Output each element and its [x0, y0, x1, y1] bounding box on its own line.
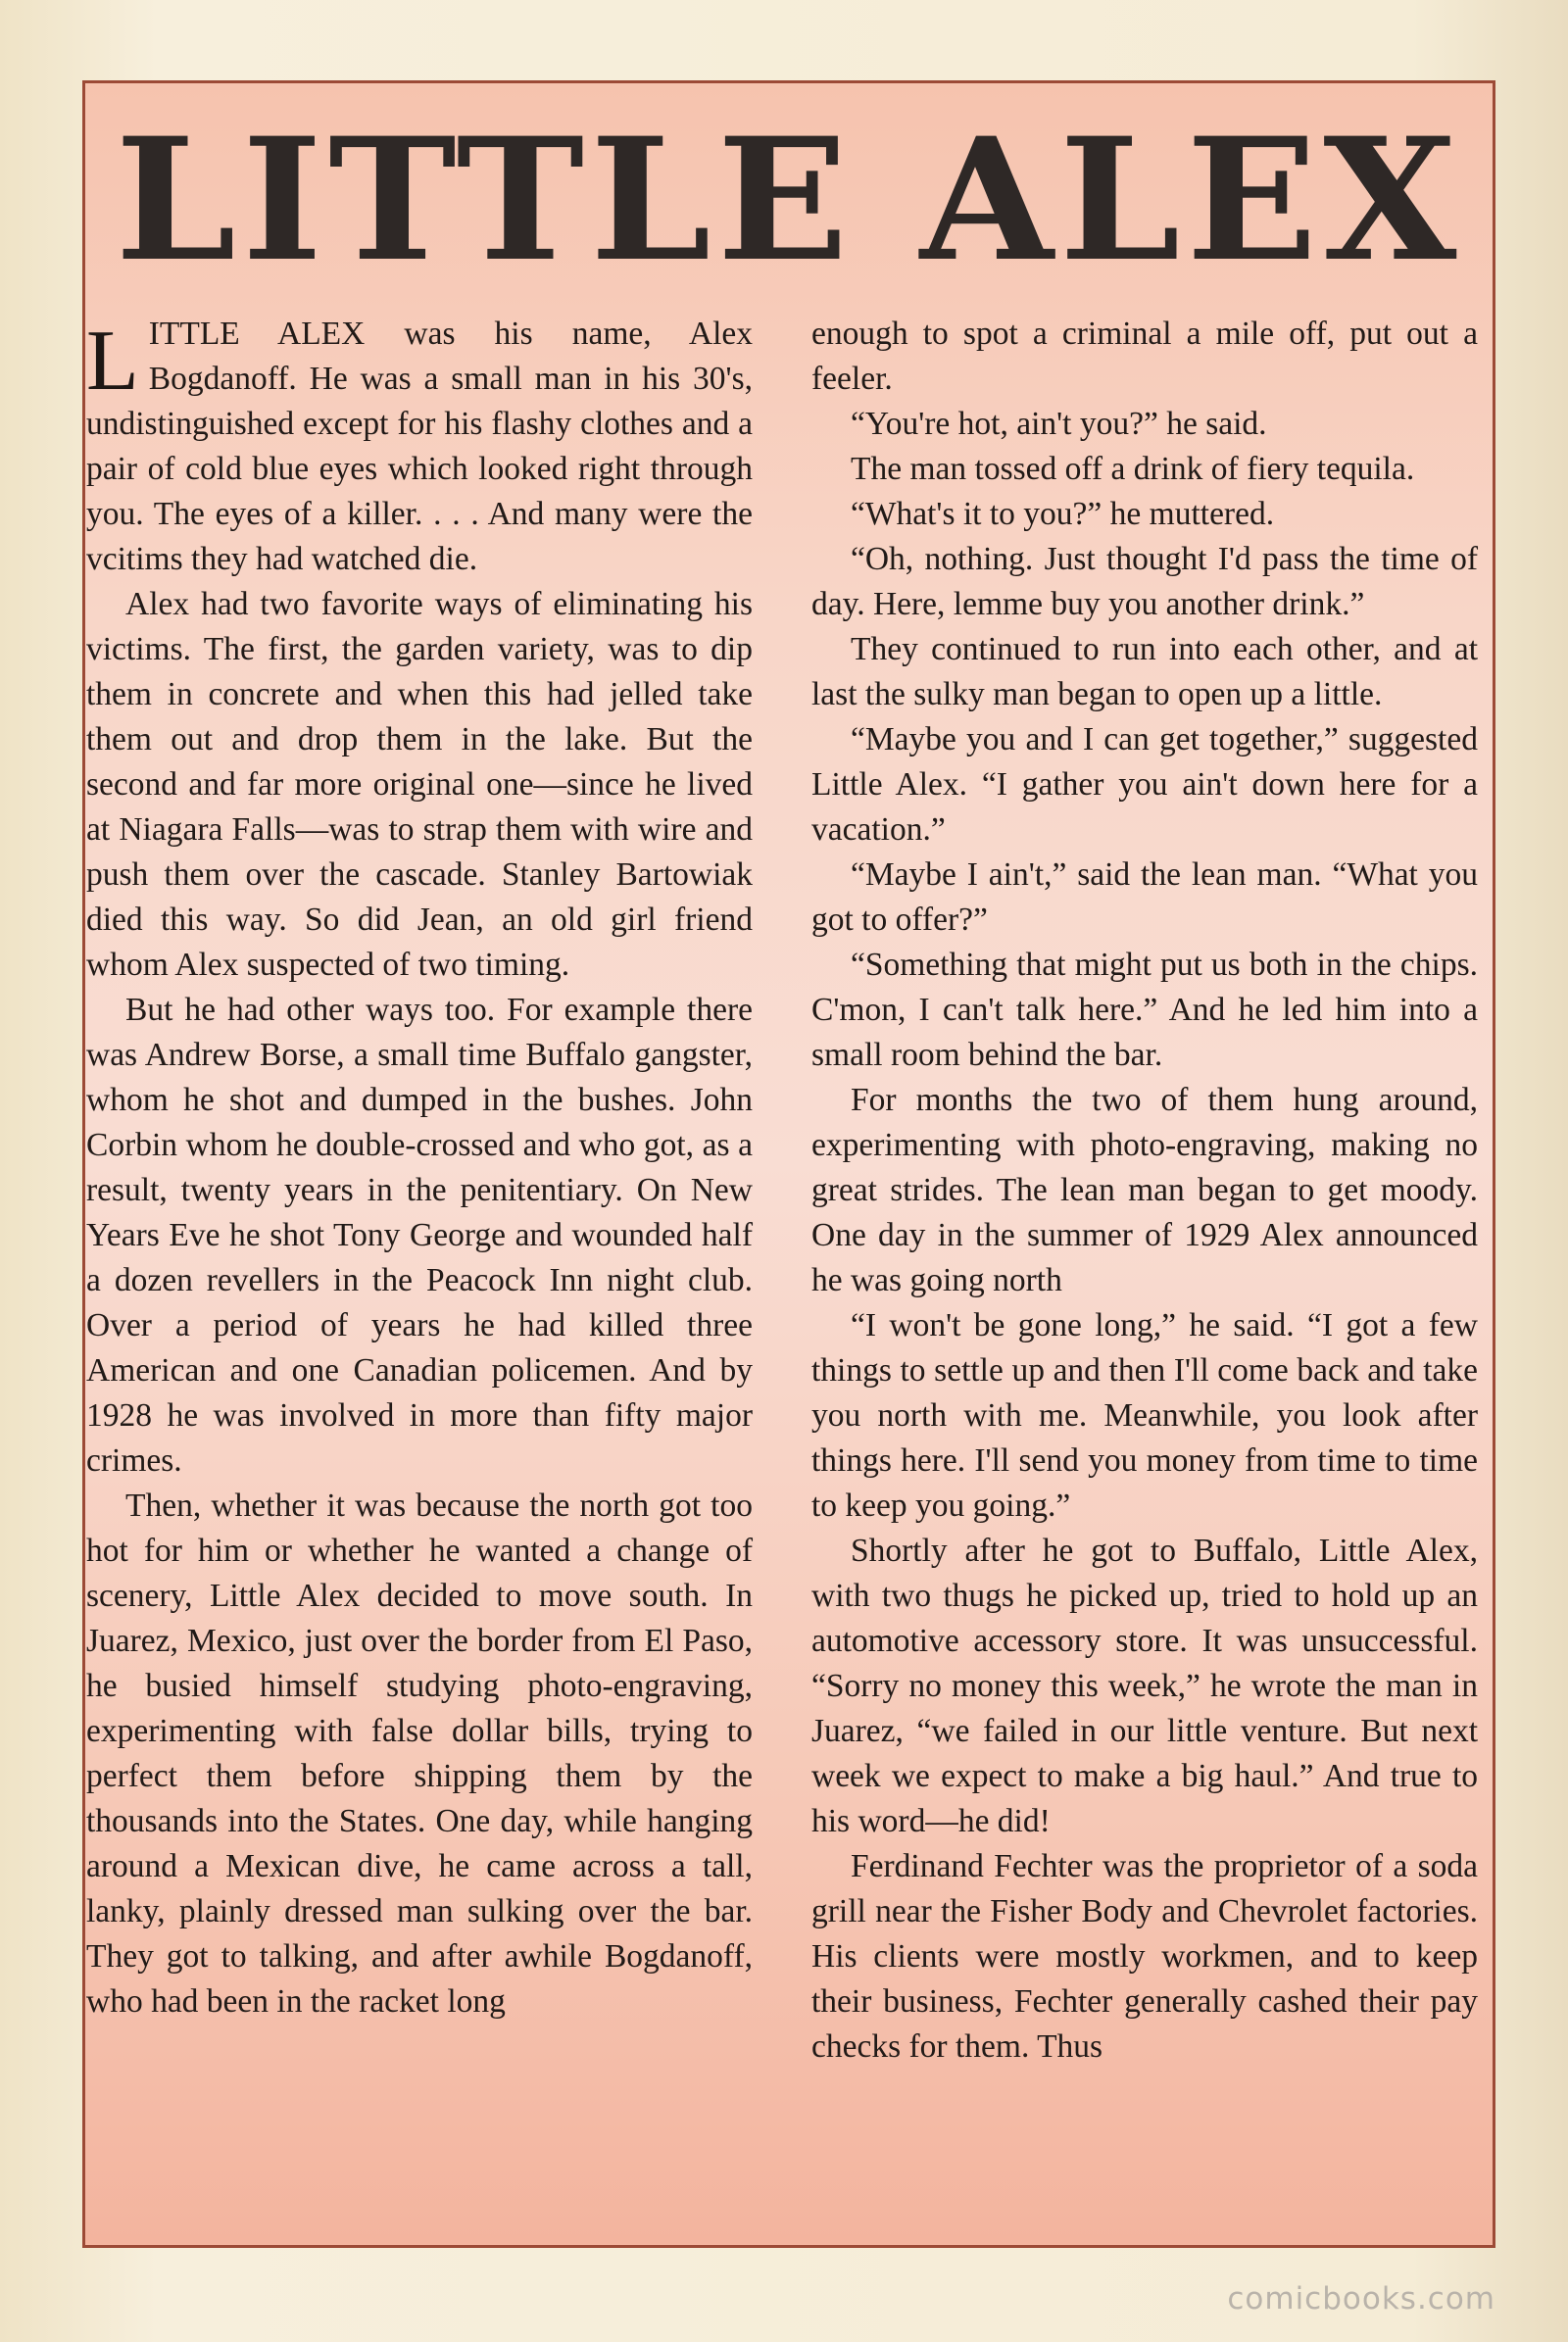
article-paragraph: enough to spot a criminal a mile off, put out a feeler. [811, 316, 1478, 397]
article-paragraph: “Something that might put us both in the chips. C'mon, I can't talk here.” And he led him into a small room behind the bar. [811, 947, 1478, 1073]
page-title: LITTLE ALEX [115, 100, 1463, 299]
article-paragraph: Alex had two favorite ways of eliminating his victims. The first, the garden variety, was to dip them in concrete and when this had jelled take them out and drop them in the lake. But the second and far more original one—since he lived at Niagara Falls—was to strap them with wire and push them over the cascade. Stanley Bartowiak died this way. So did Jean, an old girl friend whom Alex suspected of two timing. [86, 586, 753, 983]
article-paragraph: “What's it to you?” he muttered. [851, 496, 1275, 532]
article-paragraph: Then, whether it was because the north got too hot for him or whether he wanted a change of scenery, Little Alex decided to move south. In Juarez, Mexico, just over the border from El Paso, he busied himself studying photo-engraving, experimenting with false dollar bills, trying to perfect them before shipping them by the thousands into the States. One day, while hanging around a Mexican dive, he came across a tall, lanky, plainly dressed man sulking over the bar. They got to talking, and after awhile Bogdanoff, who had been in the racket long [86, 1488, 753, 2020]
article-paragraph [86, 312, 753, 582]
article-paragraph: For months the two of them hung around, experimenting with photo-engraving, making no great strides. The lean man began to get moody. One day in the summer of 1929 Alex announced he was going north [811, 1082, 1478, 1298]
article-paragraph: “Maybe you and I can get together,” suggested Little Alex. “I gather you ain't down here for a vacation.” [811, 721, 1478, 848]
drop-cap: L [86, 314, 139, 409]
text-column-right [811, 312, 1478, 2070]
article-paragraph: “Maybe I ain't,” said the lean man. “What you got to offer?” [811, 856, 1478, 938]
article-paragraph: “Oh, nothing. Just thought I'd pass the time of day. Here, lemme buy you another drink.” [811, 541, 1478, 622]
article-paragraph: The man tossed off a drink of fiery tequila. [851, 451, 1415, 487]
site-watermark: comicbooks.com [1227, 2281, 1495, 2317]
article-paragraph: “I won't be gone long,” he said. “I got a few things to settle up and then I'll come back and take you north with me. Meanwhile, you look after things here. I'll send you money from time to time to keep you going.” [811, 1307, 1478, 1524]
article-paragraph: “You're hot, ain't you?” he said. [851, 406, 1267, 442]
paragraph-text: ITTLE ALEX was his name, Alex Bogdanoff. He was a small man in his 30's, undistinguished except for his flashy clothes and a pair of cold blue eyes which looked right through you. The eyes of a killer. . . . And many were the vcitims they had watched die. [86, 316, 753, 577]
article-paragraph: They continued to run into each other, and at last the sulky man began to open up a little. [811, 631, 1478, 712]
article-paragraph: But he had other ways too. For example there was Andrew Borse, a small time Buffalo gangster, whom he shot and dumped in the bushes. John Corbin whom he double-crossed and who got, as a result, twenty years in the penitentiary. On New Years Eve he shot Tony George and wounded half a dozen revellers in the Peacock Inn night club. Over a period of years he had killed three American and one Canadian policemen. And by 1928 he was involved in more than fifty major crimes. [86, 992, 753, 1479]
article-paragraph: Shortly after he got to Buffalo, Little Alex, with two thugs he picked up, tried to hold up an automotive accessory store. It was unsuccessful. “Sorry no money this week,” he wrote the man in Juarez, “we failed in our little venture. But next week we expect to make a big haul.” And true to his word—he did! [811, 1533, 1478, 1839]
article-paragraph: Ferdinand Fechter was the proprietor of a soda grill near the Fisher Body and Chevrolet factories. His clients were mostly workmen, and to keep their business, Fechter generally cashed their pay checks for them. Thus [811, 1848, 1478, 2065]
text-column-left [86, 312, 753, 2025]
